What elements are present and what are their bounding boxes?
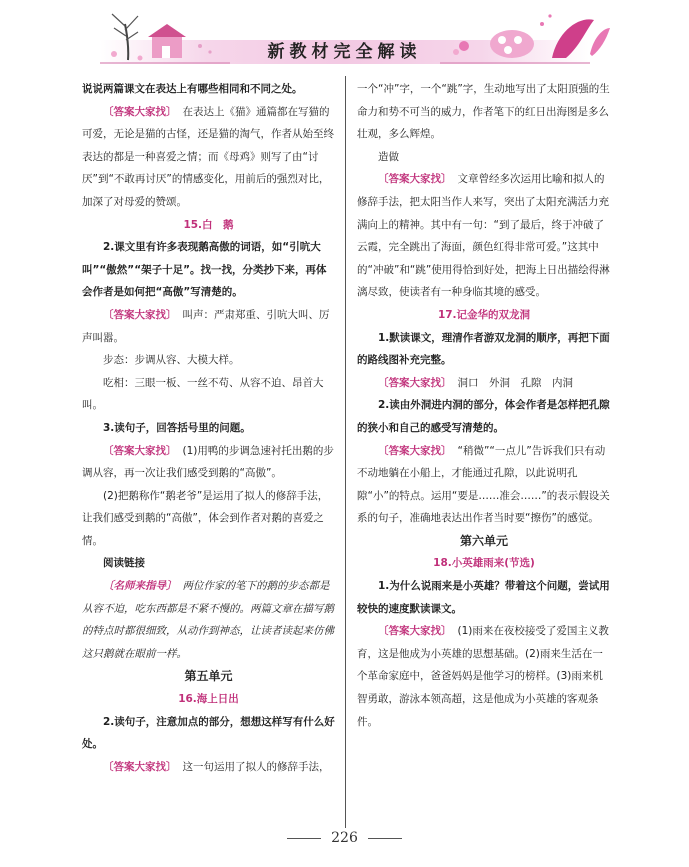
question-1: 1.默读课文，理清作者游双龙洞的顺序，再把下面的路线图补充完整。 (357, 331, 610, 367)
answer-tag: 〔答案大家找〕 (103, 444, 177, 457)
question-2b: 2.读句子，注意加点的部分，想想这样写有什么好处。 (82, 715, 335, 751)
answer-paragraph (357, 168, 611, 304)
answer-text: 这一句运用了拟人的修辞手法， (182, 760, 330, 773)
footer-dash-right (368, 838, 402, 839)
answer-tag: 〔答案大家找〕 (378, 173, 452, 186)
answer-tag: 〔答案大家找〕 (103, 105, 177, 118)
page-number: 226 (331, 830, 358, 846)
answer-tag: 〔答案大家找〕 (103, 308, 177, 321)
left-column (82, 78, 335, 778)
answer-line: 步态：步调从容、大模大样。 (103, 354, 240, 367)
question-3: 3.读句子，回答括号里的问题。 (103, 421, 251, 434)
answer-paragraph (357, 440, 611, 530)
unit-title-6: 第六单元 (459, 533, 508, 548)
page-footer (0, 830, 689, 846)
answer-tag: 〔答案大家找〕 (378, 376, 452, 389)
answer-text: (1)雨来在夜校接受了爱国主义教育，这是他成为小英雄的思想基础。(2)雨来生活在一个革命家庭中，爸爸妈妈是他学习的榜样。(3)雨来机智勇敢，游泳本领高超，这是他成为小英雄的客观条件。 (357, 625, 609, 728)
answer-tag: 〔答案大家找〕 (103, 760, 177, 773)
answer-text: 洞口 外洞 孔隙 内洞 (457, 376, 573, 389)
question-2: 2.课文里有许多表现鹅高傲的词语，如“引吭大叫”“傲然”“架子十足”。找一找，分类抄下来，再体会作者是如何把“高傲”写清楚的。 (82, 241, 327, 299)
answer-text: (1)用鸭的步调急速衬托出鹅的步调从容，再一次让我们感受到鹅的“高傲”。 (82, 444, 334, 480)
answer-line: (2)把鹅称作“鹅老爷”是运用了拟人的修辞手法，让我们感受到鹅的“高傲”，体会到作者对鹅的喜爱之情。 (82, 489, 329, 547)
sub-label: 造做 (378, 150, 399, 163)
guide-text: 两位作家的笔下的鹅的步态都是从容不迫，吃东西都是不紧不慢的。两篇文章在描写鹅的特点时都很细致，从动作到神态，让读者读起来仿佛这只鹅就在眼前一样。 (82, 580, 334, 660)
page-header-title: 新教材完全解读 (267, 42, 422, 62)
column-divider (345, 76, 346, 828)
section-title-16: 16.海上日出 (178, 693, 239, 706)
answer-tag: 〔答案大家找〕 (378, 444, 452, 457)
answer-text: 叫声：严肃郑重、引吭大叫、厉声叫嚣。 (82, 308, 330, 344)
answer-tag: 〔答案大家找〕 (378, 625, 452, 638)
footer-dash-left (287, 838, 321, 839)
answer-paragraph (357, 372, 611, 395)
answer-paragraph (357, 620, 611, 733)
question-2: 2.读由外洞进内洞的部分，体会作者是怎样把孔隙的狭小和自己的感受写清楚的。 (357, 399, 610, 434)
answer-paragraph (82, 101, 335, 214)
teacher-guide-paragraph (82, 575, 335, 665)
section-title-18: 18.小英雄雨来(节选) (433, 557, 535, 570)
right-column (357, 78, 611, 733)
page-header (0, 0, 689, 72)
unit-title-5: 第五单元 (184, 669, 233, 684)
section-title-15: 15.白 鹅 (183, 218, 234, 231)
flower-butterfly-icon (440, 6, 610, 68)
answer-paragraph (82, 304, 335, 349)
question-1b: 1.为什么说雨来是小英雄？带着这个问题，尝试用较快的速度默读课文。 (357, 580, 610, 615)
answer-line: 吃相：三眼一板、一丝不苟、从容不迫、昂首大叫。 (82, 376, 324, 412)
answer-text: 在表达上《猫》通篇都在写猫的可爱，无论是猫的古怪，还是猫的淘气，作者从始至终表达的都是一种喜爱之情；而《母鸡》则写了由“讨厌”到“不敢再讨厌”的情感变化，用前后的强烈对比，加深了对母爱的赞颂。 (82, 105, 334, 208)
answer-paragraph (82, 756, 335, 779)
guide-tag: 〔名师来指导〕 (103, 580, 177, 593)
reading-link-label: 阅读链接 (103, 557, 145, 570)
section-title-17: 17.记金华的双龙洞 (437, 308, 531, 321)
continued-text: 一个“冲”字，一个“跳”字，生动地写出了太阳頂强的生命力和势不可当的威力，作者笔下的红日出海图是多么壮观，多么辉煌。 (357, 83, 610, 141)
answer-text: “稍微”“一点儿”告诉我们只有动不动地躺在小船上，才能通过孔隙，以此说明孔隙“小”的特点。运用“要是……准会……”的表示假设关系的句子，准确地表达出作者当时要“擦伤”的感觉。 (357, 444, 610, 525)
answer-paragraph (82, 440, 335, 485)
answer-text: 文章曾经多次运用比喻和拟人的修辞手法，把太阳当作人来写，突出了太阳充满活力充满向上的精神。其中有一句：“到了最后，终于冲破了云霞，完全跳出了海面，颜色红得非常可爱。”这其中的“冲破”和“跳”使用得恰到好处，把海上日出描绘得淋漓尽致，使读者有一种身临其境的感受。 (357, 173, 610, 299)
intro-line: 说说两篇课文在表达上有哪些相同和不同之处。 (82, 83, 303, 95)
